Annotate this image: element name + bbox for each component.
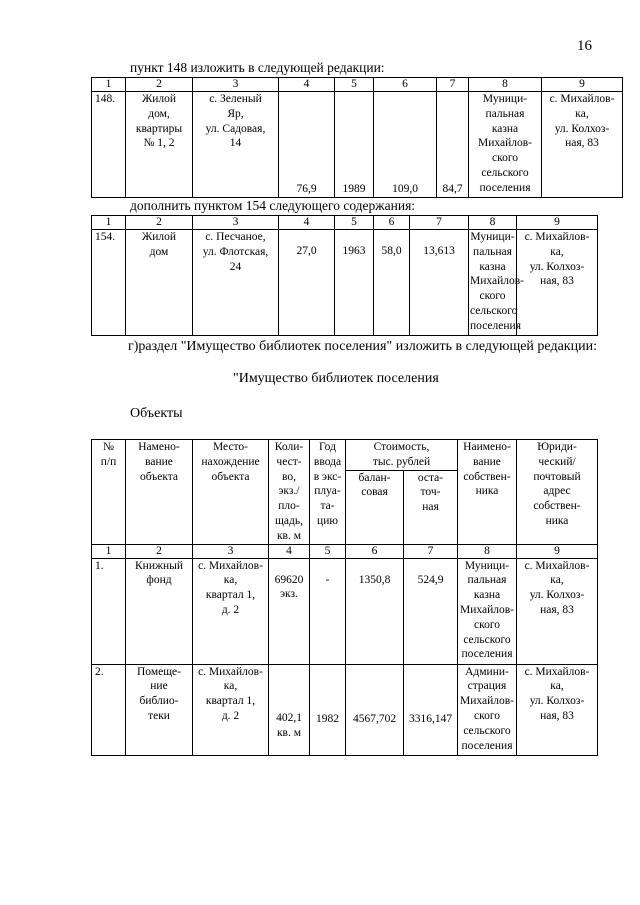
column-numbers-row	[92, 216, 598, 230]
balance-cost: 1350,8	[346, 558, 404, 664]
row-number: 148.	[92, 92, 126, 198]
col-number: 9	[517, 216, 598, 230]
col-number: 5	[335, 216, 374, 230]
header-residual: оста- точ- ная	[404, 470, 458, 544]
col-number: 7	[404, 544, 458, 558]
residual-cost: 3316,147	[404, 664, 458, 755]
balance-cost: 4567,702	[346, 664, 404, 755]
col-number: 4	[269, 544, 310, 558]
col-number: 4	[279, 216, 335, 230]
object-name: Книжный фонд	[126, 558, 193, 664]
table-row	[92, 92, 623, 198]
table-library-property	[91, 439, 598, 756]
row-number: 154.	[92, 230, 126, 336]
col-number: 7	[437, 78, 469, 92]
header-quantity: Коли- чест- во, экз./ пло- щадь, кв. м	[269, 440, 310, 545]
object-year: -	[310, 558, 346, 664]
col-number: 2	[126, 544, 193, 558]
section-paragraph: г)раздел "Имущество библиотек поселения" изложить в следующей редакции:	[128, 339, 597, 354]
col-number: 9	[542, 78, 623, 92]
col-number: 7	[410, 216, 469, 230]
owner-address: с. Михайлов- ка, ул. Колхоз- ная, 83	[517, 558, 598, 664]
col-number: 1	[92, 544, 126, 558]
col-number: 9	[517, 544, 598, 558]
object-area: 27,0	[279, 230, 335, 336]
col-number: 6	[346, 544, 404, 558]
column-numbers-row	[92, 78, 623, 92]
object-location: с. Песчаное, ул. Флотская, 24	[193, 230, 279, 336]
header-year: Год ввода в экс- плуа- та- цию	[310, 440, 346, 545]
col-number: 8	[469, 78, 542, 92]
header-address: Юриди- ческий/ почтовый адрес собствен- ника	[517, 440, 598, 545]
page-number: 16	[577, 38, 592, 54]
col-number: 3	[193, 216, 279, 230]
header-row	[92, 440, 598, 471]
col-number: 5	[335, 78, 374, 92]
object-year: 1982	[310, 664, 346, 755]
col-number: 6	[374, 78, 437, 92]
object-quantity: 402,1 кв. м	[269, 664, 310, 755]
owner-name: Муници- пальная казна Михайлов- ского сельского поселения	[469, 92, 542, 198]
col-number: 3	[193, 78, 279, 92]
object-location: с. Михайлов- ка, квартал 1, д. 2	[193, 558, 269, 664]
table-row	[92, 558, 598, 664]
owner-address: с. Михайлов- ка, ул. Колхоз- ная, 83	[517, 230, 598, 336]
section-heading: "Имущество библиотек поселения	[233, 371, 439, 386]
object-name: Помеще- ние библио- теки	[126, 664, 193, 755]
header-name: Намено- вание объекта	[126, 440, 193, 545]
owner-name: Муници- пальная казна Михайлов- ского сельского поселения	[469, 230, 517, 336]
residual-cost: 13,613	[410, 230, 469, 336]
col-number: 8	[469, 216, 517, 230]
object-location: с. Зеленый Яр, ул. Садовая, 14	[193, 92, 279, 198]
row-number: 2.	[92, 664, 126, 755]
owner-name: Муници- пальная казна Михайлов- ского сельского поселения	[458, 558, 517, 664]
object-area: 76,9	[279, 92, 335, 198]
col-number: 2	[126, 78, 193, 92]
object-year: 1989	[335, 92, 374, 198]
col-number: 4	[279, 78, 335, 92]
object-name: Жилой дом, квартиры № 1, 2	[126, 92, 193, 198]
header-balance: балан- совая	[346, 470, 404, 544]
object-quantity: 69620 экз.	[269, 558, 310, 664]
col-number: 8	[458, 544, 517, 558]
col-number: 1	[92, 78, 126, 92]
owner-address: с. Михайлов- ка, ул. Колхоз- ная, 83	[542, 92, 623, 198]
column-numbers-row	[92, 544, 598, 558]
col-number: 1	[92, 216, 126, 230]
residual-cost: 524,9	[404, 558, 458, 664]
table-row	[92, 230, 598, 336]
header-no: № п/п	[92, 440, 126, 545]
object-name: Жилой дом	[126, 230, 193, 336]
table-row	[92, 664, 598, 755]
header-location: Место- нахождение объекта	[193, 440, 269, 545]
object-location: с. Михайлов- ка, квартал 1, д. 2	[193, 664, 269, 755]
col-number: 6	[374, 216, 410, 230]
amendment-intro-148: пункт 148 изложить в следующей редакции:	[130, 60, 385, 75]
balance-cost: 109,0	[374, 92, 437, 198]
col-number: 2	[126, 216, 193, 230]
amendment-intro-154: дополнить пунктом 154 следующего содержания:	[130, 198, 416, 213]
header-owner: Наимено- вание собствен- ника	[458, 440, 517, 545]
row-number: 1.	[92, 558, 126, 664]
table-item-148	[91, 77, 623, 198]
owner-name: Админи- страция Михайлов- ского сельского поселения	[458, 664, 517, 755]
residual-cost: 84,7	[437, 92, 469, 198]
object-year: 1963	[335, 230, 374, 336]
owner-address: с. Михайлов- ка, ул. Колхоз- ная, 83	[517, 664, 598, 755]
balance-cost: 58,0	[374, 230, 410, 336]
header-cost: Стоимость, тыс. рублей	[346, 440, 458, 471]
col-number: 3	[193, 544, 269, 558]
objects-label: Объекты	[130, 406, 183, 421]
table-item-154	[91, 215, 598, 336]
col-number: 5	[310, 544, 346, 558]
